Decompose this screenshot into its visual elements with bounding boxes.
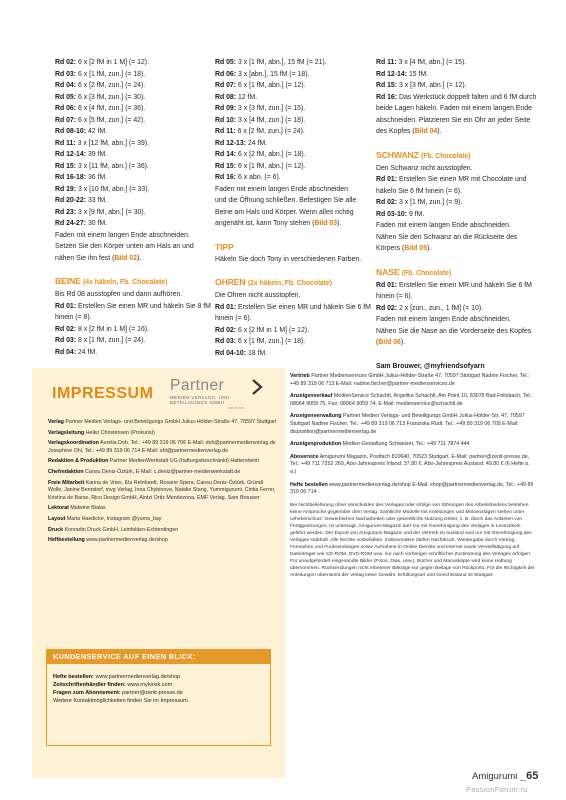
partner-logo: Partner MEDIEN VERLAGS- UND BETEILIGUNGS GMBH part of mvs [170,378,274,412]
impressum-entry: Hefte bestellen www.partnermedienverlag.de/shop E-Mail: shop@partnermedienverlag.de, Tel.: +49 89 319 06 714 [290,481,534,496]
pattern-row: Rd 04: 24 fM. [55,348,98,356]
pattern-row: Rd 14: 6 x [2 fM, abn.] (= 18). [215,151,306,158]
pattern-row: Rd 11: 3 x [12 fM, abn.] (= 39). [55,139,150,147]
section-heading-nase: NASE (Fb. Chocolate) [376,266,452,277]
impressum-right-column [290,373,535,579]
pattern-row: Rd 03: 8 x [1 fM, zun.] (= 24). [55,337,146,344]
kundenservice-title: KUNDENSERVICE AUF EINEN BLICK: [47,650,270,664]
section-heading-tipp: TIPP [215,241,234,252]
pattern-row: Rd 11: 3 x [4 fM, abn.] (= 15). [376,59,467,66]
pattern-row: Rd 12-14: 39 fM. [55,151,108,158]
pattern-column-3 [376,57,539,372]
impressum-title: IMPRESSUM [52,385,154,402]
section-heading-schwanz: SCHWANZ (Fb. Chocolate) [376,149,471,160]
pattern-row: Rd 15: 3 x [11 fM, abn.] (= 36). [55,162,149,170]
pattern-row: Rd 05: 6 x [3 fM, zun.] (= 30). [55,93,146,101]
section-heading-ohren: OHREN (2x häkeln, Fb. Chocolate) [215,277,332,287]
impressum-entry: Anzeigenverkauf MedienService Schachtl, Angelika Schachtl, Am Point 10, 83075 Bad Feilnbach, Tel.: 08064 9059 75, Fax: 08064 9059 74, E-Mail: medienservice@schachtl.de [290,393,533,407]
watermark: PassionForum.ru [466,785,528,794]
pattern-row: Rd 04: 6 x [2 fM, zun.] (= 24). [55,82,146,89]
pattern-row: Rd 11: 6 x [2 fM, zun.] (= 24). [215,128,305,135]
pattern-row: Rd 12-13: 24 fM. [215,139,268,147]
pattern-row: Rd 16: Das Werkstück doppelt falten und 6 fM durch beide Lagen häkeln. Faden mit einem langen Ende abschneiden. Platzieren Sie ein Ohr an jeder Seite des Kopfes (Bild 04). [376,93,537,135]
impressum-entry: Chefredaktion Cansu Deniz-Öztürk, E-Mail: c.deniz@partner-medienwerkstatt.de [48,468,241,475]
pattern-row: Rd 02: 3 x [1 fM, zun.] (= 9). [376,199,463,206]
pattern-row: Rd 01: Erstellen Sie einen MR und häkeln Sie 6 fM hinein (= 6). [215,303,371,322]
pattern-row: Rd 09: 3 x [3 fM, zun.] (= 15). [215,105,306,112]
pattern-row: Rd 08: 12 fM. [215,93,258,101]
kundenservice-box [46,649,271,746]
impressum-entry: Anzeigenverwaltung Partner Medien Verlags- und Beteiligungs GmbH Julius-Hölder-Str. 47, 70597 Stuttgart Nadine Fischer, Tel.: +49 89 319 06 713 Franziska Rüdt, Tel.: +49 89 319 06 709 E-Mail: disposition@partnermedienverlag.de [290,413,525,435]
pattern-row: Rd 01: Erstellen Sie einen MR und häkeln Sie 8 fM hinein (= 8). [55,302,211,321]
author-credit: Sam Brouwer, @myfriendsofyarn [376,362,485,370]
pattern-row: Rd 06: 3 x [abn.], 15 fM (= 18). [215,70,310,78]
impressum-box [32,368,285,778]
schwanz-intro: Den Schwanz nicht ausstopfen. [376,164,473,172]
pattern-column-1 [55,57,215,358]
page-number: _65 [520,770,539,782]
impressum-entry: Verlagsleitung Heiko Christensen (Prokurist) [48,429,155,436]
pattern-row: Rd 01: Erstellen Sie einen MR und häkeln Sie 6 fM hinein (= 6). [376,281,532,300]
kundenservice-line: Fragen zum Abonnement: partner@zenit-presse.de [53,690,183,696]
schwanz-finish-text: Faden mit einem langen Ende abschneiden. Nähen Sie den Schwanz an die Rückseite des Körpers (Bild 05). [376,222,518,252]
ohren-intro: Die Ohren nicht ausstopfen. [215,292,301,299]
tipp-text: Häkeln Sie doch Tony in verschiedenen Farben. [215,255,362,263]
pattern-row: Rd 03: 6 x [1 fM, zun.] (= 18). [215,338,306,345]
section-heading-beine: BEINE (4x häkeln, Fb. Chocolate) [55,276,168,286]
pattern-row: Rd 02: 2 x [zun., zun., 1 fM] (= 10). [376,304,484,312]
pattern-row: Rd 01: Erstellen Sie einen MR mit Chocolate und häkeln Sie 6 fM hinein (= 6). [376,176,527,195]
pattern-row: Rd 23: 3 x [9 fM, abn.] (= 30). [55,208,146,216]
pattern-row: Rd 15: 3 x [3 fM, abn.] (= 12). [376,82,467,89]
pattern-row: Rd 03: 6 x [1 fM, zun.] (= 18). [55,70,146,78]
pattern-row: Rd 12-14: 15 fM. [376,70,429,78]
pattern-row: Rd 19: 3 x [10 fM, abn.] (= 33). [55,185,150,193]
impressum-entry: Vertrieb Partner Medienservices GmbH Julius-Hölder-Straße 47, 70597 Stuttgart Nadine Fischer, Tel.: +49 89 319 06 713 E-Mail: nadine.fischer@partner-medienservices.de [290,373,530,387]
impressum-entry: Verlagskoordination Aurelia Doh, Tel.: +49 89 319 06 706 E-Mail: doh@partnermedienverlag.de Josephine Ohl, Tel.: +49 89 319 06 714 E-Mail: ohl@partnermedienverlag.de [48,440,276,454]
pattern-row: Rd 02: 6 x [2 fM in 1 M] (= 12). [55,59,150,66]
pattern-row: Rd 02: 8 x [2 fM in 1 M] (= 16). [55,325,150,333]
pattern-row: Rd 10: 3 x [4 fM, zun.] (= 18). [215,116,306,124]
pattern-row: Rd 20-22: 33 fM. [55,197,108,204]
impressum-entry: Verlag Partner Medien Verlags- und Beteiligungs GmbH Julius-Hölder-Straße 47, 70597 Stuttgart [48,419,277,425]
body-finish-text: Faden mit einem langen Ende abschneiden. Setzen Sie den Körper unten am Hals an und nähen Sie ihn fest (Bild 02). [55,231,194,262]
legs-finish-text: Faden mit einem langen Ende abschneiden und die Öffnung schließen. Befestigen Sie alle Beine am Hals und Körper. Wenn alles richtig angenäht ist, kann Tony stehen (Bild 03). [215,185,357,227]
page-footer [472,770,538,782]
nase-finish-text: Faden mit einem langen Ende abschneiden. Nähen Sie die Nase an die Vorderseite des Kopfes (Bild 06). [376,316,532,346]
pattern-row: Rd 15: 6 x [1 fM, abn.] (= 12). [215,162,306,170]
pattern-row: Rd 07: 6 x [5 fM, zun.] (= 42). [55,116,146,124]
impressum-entry: Layout Maria Haedicke, Instagram @yuma_bay [48,515,162,522]
impressum-entry: Heftbestellung www.partnermedienverlag.de/shop [48,537,168,544]
pattern-row: Rd 03-10: 9 fM. [376,210,425,218]
pattern-row: Rd 02: 6 x [2 fM in 1 M] (= 12). [215,326,310,334]
impressum-entry: Lektorat Malwine Bialas [48,505,106,512]
impressum-entry: Redaktion & Produktion Partner MedienWerkstatt UG (haftungsbeschränkt) Hattersheim [48,458,259,465]
pattern-row: Rd 04-10: 18 fM. [215,349,268,357]
pattern-row: Rd 08-10: 42 fM. [55,128,108,135]
pattern-row: Rd 06: 6 x [4 fM, zun.] (= 36). [55,105,146,112]
legal-notice: Bei Nichtbelieferung ohne Verschulden des Verlages oder infolge von Störungen des Arbeitsfriedens bestehen keine Ansprüche gegenüber dem Verlag. Sämtliche Modelle mit Anleitungen und Motivvorlagen stehen unter Urheberschutz. Gewerbliches Nacharbeiten oder gewerbliche Nutzung Dritter, z. B. durch das Anbieten von Fertigpackungen, ist untersagt. Amigurumi Magazin darf nur mit Genehmigung des Verlages in Lesezirkeln geführt werden. Der Export von Amigurumi Magazin und der Vertrieb im Ausland sind nur mit Genehmigung des Verlages statthaft. Alle Rechte vorbehalten. Insbesondere dürfen Nachdruck, Wiedergabe durch Vortrag, Fernsehen und Funksendungen sowie Aufnahme in Online Dienste und Internet sowie Vervielfältigung auf Datenträger wie CD-ROM, DVD-ROM usw. nur nach vorheriger schriftlicher Zustimmung des Verlages erfolgen. Für unaufgefordert eingesandte Bilder (Fotos, Dias, usw.), Bücher und Manuskripte wird keine Haftung übernommen. Rücksendungen nicht erbetener Beiträge nur gegen Beilage von Rückporto. Für die Richtigkeit der Anleitungen übernimmt der Verlag keine Gewähr. Erfüllungsort und Gerichtsstand ist Stuttgart. [290,502,535,578]
kundenservice-line: Weitere Kontaktmöglichkeiten finden Sie im Impressum. [53,698,190,704]
impressum-entry: Freie Mitarbeit Karina de Vries, Ela Reinhardt, Rosane Spera, Cansu Deniz-Öztürk, Gründl Wolle, Janine Benndorf, mvg Verlag, Inna Chybinova, Natalie Stang, Yummigurumi, Cintia Ferrer, Kristina de Barse, Rico Design GmbH, Aintzi Ortiz Mendezona, EMF Verlag, Sam Brouwer [48,479,276,501]
pattern-row: Rd 16: 6 x abn. (= 6). [215,174,281,181]
pattern-column-2 [215,57,375,359]
magazine-name: Amigurumi [472,771,518,782]
impressum-left-column [48,419,278,548]
impressum-entry: Aboservice Amigurumi Magazin, Postfach 810640, 70523 Stuttgart, E-Mail: partner@zenit-presse.de, Tel.: +49 711 7252 269, Abo-Jahrespreis Inland: 37,80 €, Abo-Jahrespreis Ausland: 49,80 € (6 Hefte p. a.) [290,453,530,475]
chevron-right-icon [250,379,264,395]
beine-intro: Bis Rd 08 ausstopfen und dann aufhören. [55,291,183,298]
pattern-row: Rd 05: 3 x [1 fM, abn.], 15 fM (= 21). [215,59,327,66]
pattern-row: Rd 24-27: 30 fM. [55,220,108,227]
impressum-entry: Anzeigenproduktion Medien-Gestaltung Schweizer, Tel.: +49 711 7874 444 [290,441,470,448]
pattern-row: Rd 07: 6 x [1 fM, abn.] (= 12). [215,82,306,89]
impressum-entry: Druck Konradin Druck GmbH, Leinfelden-Echterdingen [48,526,179,533]
kundenservice-line: Hefte bestellen: www.partnermedienverlag.de/shop [53,674,181,680]
pattern-row: Rd 16-18: 36 fM. [55,174,108,181]
kundenservice-line: Zeitschriftenhändler finden: www.mykiosk.com [53,682,173,688]
